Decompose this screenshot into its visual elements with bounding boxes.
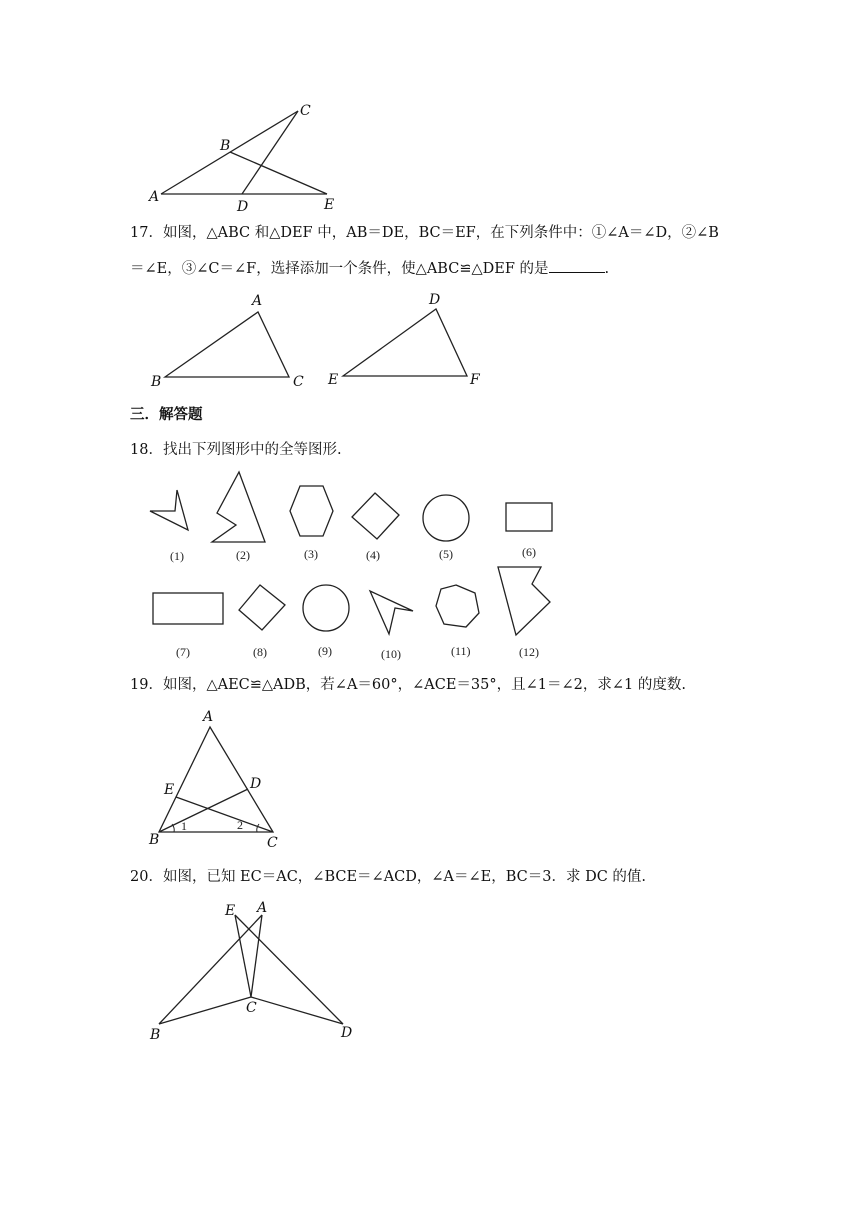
point-label-c: C (300, 103, 311, 119)
shape-7 (153, 593, 223, 624)
shape-11 (436, 585, 479, 627)
point-label-b: B (220, 138, 231, 154)
shape-caption-11: (11) (451, 644, 471, 658)
q17-figure (0, 290, 860, 400)
q17-line-2-end: . (604, 261, 610, 277)
shape-caption-7: (7) (176, 645, 190, 659)
shape-3 (290, 486, 333, 536)
triangle-def (343, 309, 467, 376)
triangle-abc (165, 312, 289, 377)
shape-caption-9: (9) (318, 644, 332, 658)
point-label-e: E (225, 903, 236, 919)
q16-figure (0, 0, 860, 220)
q17-line-2 (130, 260, 609, 277)
q19-text: 19．如图，△AEC≌△ADB，若∠A＝60°，∠ACE＝35°，且∠1＝∠2，求∠1 的度数. (130, 677, 686, 693)
point-label-b: B (151, 374, 162, 390)
segment-ec (235, 915, 251, 997)
q17-line-1: 17．如图，△ABC 和△DEF 中，AB＝DE，BC＝EF，在下列条件中：①∠A＝∠D，②∠B (130, 225, 719, 241)
segment-ac (251, 915, 262, 997)
answer-blank (549, 260, 605, 273)
section-heading: 三．解答题 (130, 407, 203, 423)
q20-figure (0, 895, 860, 1055)
shape-caption-12: (12) (519, 645, 539, 659)
q18-shapes (0, 460, 860, 670)
point-label-a: A (203, 709, 214, 725)
q19-figure-lines (0, 700, 860, 850)
point-label-d: D (250, 776, 262, 792)
point-label-d: D (237, 199, 249, 215)
point-label-a: A (252, 293, 263, 309)
q19-figure (0, 700, 860, 850)
angle-label-2: 2 (237, 818, 243, 832)
point-label-e: E (324, 197, 335, 213)
q18-figure (0, 460, 860, 670)
shape-caption-6: (6) (522, 545, 536, 559)
shape-caption-5: (5) (439, 547, 453, 561)
shape-2 (212, 472, 265, 542)
q17-line-2-text: ＝∠E，③∠C＝∠F，选择添加一个条件，使△ABC≌△DEF 的是 (130, 261, 549, 277)
point-label-b: B (149, 832, 160, 848)
segment-be (230, 152, 327, 194)
point-label-c: C (267, 835, 278, 851)
segment-ec (176, 797, 273, 832)
q18-text: 18．找出下列图形中的全等图形. (130, 442, 342, 458)
point-label-d: D (429, 292, 441, 308)
shape-caption-3: (3) (304, 547, 318, 561)
shape-8 (239, 585, 285, 630)
point-label-a: A (257, 900, 268, 916)
shape-12 (498, 567, 550, 635)
segment-cd (242, 111, 298, 194)
shape-6 (506, 503, 552, 531)
shape-caption-4: (4) (366, 548, 380, 562)
point-label-d: D (341, 1025, 353, 1041)
shape-1 (150, 490, 188, 530)
point-label-b: B (150, 1027, 161, 1043)
angle-2-arc (257, 824, 259, 832)
q20-figure-lines (0, 895, 860, 1055)
shape-4 (352, 493, 399, 539)
shape-caption-1: (1) (170, 549, 184, 563)
shape-10 (370, 591, 413, 634)
shape-caption-10: (10) (381, 647, 401, 661)
point-label-e: E (328, 372, 339, 388)
angle-label-1: 1 (181, 819, 187, 833)
point-label-a: A (149, 189, 160, 205)
point-label-c: C (246, 1000, 257, 1016)
point-label-c: C (293, 374, 304, 390)
shape-caption-8: (8) (253, 645, 267, 659)
shape-9 (303, 585, 349, 631)
shape-caption-2: (2) (236, 548, 250, 562)
segment-bc (159, 997, 251, 1024)
q20-text: 20．如图，已知 EC＝AC，∠BCE＝∠ACD，∠A＝∠E，BC＝3．求 DC 的值. (130, 869, 647, 885)
point-label-e: E (164, 782, 175, 798)
q16-figure-lines (0, 0, 860, 220)
point-label-f: F (470, 372, 480, 388)
shape-5 (423, 495, 469, 541)
